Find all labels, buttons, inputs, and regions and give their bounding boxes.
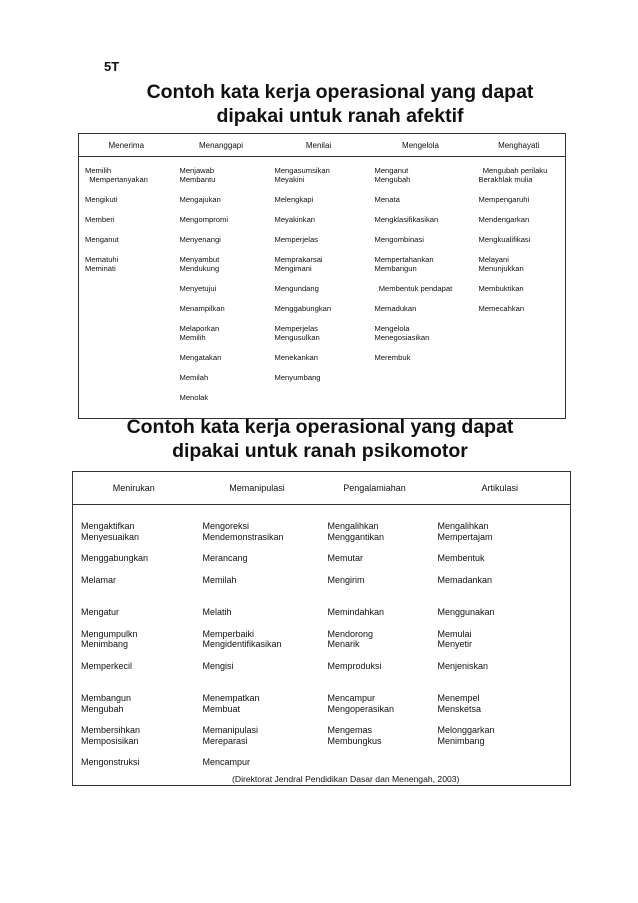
cell-text: Merembuk	[374, 353, 411, 362]
cell-text: Membangun	[374, 264, 417, 273]
list-item	[180, 353, 265, 362]
cell-text: Mengajukan	[179, 195, 221, 204]
list-item	[81, 521, 191, 542]
cell-text: Menyesuaikan	[81, 531, 140, 542]
psikomotor-body-row	[73, 505, 571, 786]
list-item	[375, 235, 469, 244]
cell-text: Menyenangi	[179, 235, 221, 244]
list-item	[85, 215, 170, 224]
list-item	[275, 353, 365, 362]
cell-text: Mengombinasi	[374, 235, 424, 244]
list-item	[275, 324, 365, 342]
afektif-header-2: Menilai	[269, 134, 369, 157]
cell-text: Melayani	[478, 255, 509, 264]
list-item	[180, 324, 265, 342]
psikomotor-column-0	[73, 505, 195, 786]
afektif-column-4	[473, 157, 566, 419]
afektif-header-row	[79, 134, 566, 157]
cell-text: Menjeniskan	[437, 660, 489, 671]
cell-text: Mengalihkan	[327, 521, 379, 531]
cell-text: Menyetir	[437, 639, 473, 649]
list-item	[479, 255, 562, 273]
cell-text: Mengasumsikan	[274, 166, 330, 175]
psikomotor-header-0: Menirukan	[73, 472, 195, 505]
cell-text: Membantu	[179, 175, 216, 184]
cell-text: Memilah	[179, 373, 209, 382]
cell-text: Mengumpulkn	[81, 628, 138, 639]
list-item	[375, 166, 469, 184]
cell-text: Melengkapi	[274, 195, 314, 204]
list-item	[479, 304, 562, 313]
list-item	[275, 284, 365, 293]
list-item	[203, 521, 316, 542]
cell-text: Mengelola	[374, 324, 410, 333]
list-item	[85, 235, 170, 244]
list-item	[81, 661, 191, 672]
list-item	[275, 195, 365, 204]
cell-text: Mempertajam	[437, 531, 493, 542]
cell-text: Menempatkan	[202, 693, 260, 703]
cell-text: Menggunakan	[437, 607, 495, 617]
cell-text: Menganut	[374, 166, 409, 175]
psikomotor-header-2: Pengalamiahan	[320, 472, 430, 505]
title-afektif-line-2: dipakai untuk ranah afektif	[216, 105, 464, 127]
cell-text: Menekankan	[274, 353, 318, 362]
afektif-column-2	[269, 157, 369, 419]
list-item	[180, 166, 265, 184]
cell-text: Mengonstruksi	[81, 757, 140, 767]
cell-text: Mengalihkan	[437, 521, 489, 531]
list-item	[203, 553, 316, 564]
list-item	[438, 661, 567, 672]
cell-text: Mempertahankan	[374, 255, 434, 264]
afektif-header-0: Menerima	[79, 134, 174, 157]
cell-text: Menganut	[85, 235, 119, 244]
list-item	[85, 195, 170, 204]
cell-text: Memilih	[179, 333, 206, 342]
cell-text: Memutar	[327, 553, 364, 563]
cell-text: Membersihkan	[81, 725, 141, 735]
list-item	[275, 373, 365, 382]
afektif-header-3: Mengelola	[369, 134, 473, 157]
list-item	[375, 215, 469, 224]
list-item	[85, 166, 170, 184]
cell-text: Mendengarkan	[478, 215, 530, 224]
list-item	[81, 553, 191, 564]
cell-text: Mengubah	[81, 703, 124, 714]
cell-text: Mengatakan	[179, 353, 222, 362]
cell-text: Memberi	[85, 215, 115, 224]
list-item	[375, 284, 469, 293]
cell-text: Membuktikan	[478, 284, 524, 293]
cell-text: Mencampur	[202, 757, 251, 767]
psikomotor-column-2	[320, 505, 430, 786]
title-afektif	[60, 80, 620, 128]
cell-text: Membuat	[202, 703, 241, 714]
psikomotor-column-3	[430, 505, 571, 786]
list-item	[328, 521, 426, 542]
list-item	[479, 235, 562, 244]
afektif-body-row	[79, 157, 566, 419]
list-item	[275, 166, 365, 184]
cell-text: Mengatur	[81, 607, 120, 617]
list-item	[85, 255, 170, 273]
list-item	[81, 629, 191, 650]
title-psikomotor-line-2: dipakai untuk ranah psikomotor	[172, 440, 468, 462]
cell-text: Mempertanyakan	[85, 175, 148, 184]
cell-text: Mengirim	[327, 574, 365, 585]
cell-text: Menarik	[327, 639, 360, 649]
list-item	[438, 521, 567, 542]
list-item	[328, 607, 426, 618]
psikomotor-column-1	[195, 505, 320, 786]
cell-text: Memulai	[437, 628, 472, 639]
psikomotor-header-3: Artikulasi	[430, 472, 571, 505]
cell-text: Mengoperasikan	[327, 703, 395, 714]
list-item	[375, 324, 469, 342]
cell-text: Memproduksi	[327, 660, 382, 671]
cell-text: Memindahkan	[327, 607, 385, 617]
cell-text: Merancang	[202, 553, 248, 563]
cell-text: Mengaktifkan	[81, 521, 135, 531]
list-item	[479, 195, 562, 204]
cell-text: Memadankan	[437, 574, 493, 585]
cell-text: Berakhlak mulia	[478, 175, 533, 184]
list-item	[479, 284, 562, 293]
page-label: 5T	[104, 59, 120, 74]
list-item	[479, 215, 562, 224]
list-item	[180, 373, 265, 382]
list-item	[180, 304, 265, 313]
cell-text: Menunjukkan	[478, 264, 524, 273]
cell-text: Meyakini	[274, 175, 305, 184]
cell-text: Mengubah	[374, 175, 411, 184]
source-citation: (Direktorat Jendral Pendidikan Dasar dan Menengah, 2003)	[232, 774, 460, 784]
list-item	[81, 693, 191, 714]
list-item	[180, 284, 265, 293]
cell-text: Membangun	[81, 693, 132, 703]
cell-text: Menggantikan	[327, 531, 385, 542]
cell-text: Mempengaruhi	[478, 195, 530, 204]
cell-text: Menyumbang	[274, 373, 321, 382]
cell-text: Membentuk	[437, 553, 485, 563]
cell-text: Menjawab	[179, 166, 215, 175]
cell-text: Mensketsa	[437, 703, 482, 714]
cell-text: Memperkecil	[81, 660, 133, 671]
cell-text: Mereparasi	[202, 735, 248, 746]
list-item	[81, 607, 191, 618]
cell-text: Menolak	[179, 393, 209, 402]
cell-text: Menggabungkan	[81, 553, 149, 563]
cell-text: Membentuk pendapat	[374, 284, 453, 293]
cell-text: Meminati	[85, 264, 116, 273]
cell-text: Melatih	[202, 607, 232, 617]
psikomotor-table	[72, 471, 571, 786]
cell-text: Menimbang	[81, 639, 129, 649]
cell-text: Memprakarsai	[274, 255, 323, 264]
cell-text: Memanipulasi	[202, 725, 259, 735]
list-item	[180, 235, 265, 244]
cell-text: Mendorong	[327, 628, 374, 639]
cell-text: Melonggarkan	[437, 725, 495, 735]
cell-text: Mengoreksi	[202, 521, 250, 531]
list-item	[180, 393, 265, 402]
cell-text: Mengikuti	[85, 195, 118, 204]
cell-text: Melaporkan	[179, 324, 220, 333]
cell-text: Mengemas	[327, 725, 373, 735]
list-item	[375, 353, 469, 362]
list-item	[438, 607, 567, 618]
cell-text: Menggabungkan	[274, 304, 332, 313]
cell-text: Melamar	[81, 574, 117, 585]
cell-text: Mematuhi	[85, 255, 119, 264]
cell-text: Memperjelas	[274, 324, 318, 333]
cell-text: Menempel	[437, 693, 480, 703]
cell-text: Memilih	[85, 166, 112, 175]
cell-text: Memilah	[202, 574, 237, 585]
cell-text: Menyetujui	[179, 284, 217, 293]
cell-text: Memadukan	[374, 304, 417, 313]
list-item	[328, 553, 426, 564]
cell-text: Mengkualifikasi	[478, 235, 531, 244]
afektif-table	[78, 133, 566, 419]
cell-text: Mengimani	[274, 264, 312, 273]
list-item	[438, 553, 567, 564]
cell-text: Memposisikan	[81, 735, 139, 746]
list-item	[375, 255, 469, 273]
list-item	[328, 725, 426, 746]
list-item	[328, 575, 426, 586]
cell-text: Mengundang	[274, 284, 319, 293]
list-item	[275, 215, 365, 224]
list-item	[203, 725, 316, 746]
list-item	[479, 166, 562, 184]
list-item	[81, 575, 191, 586]
cell-text: Mengubah perilaku	[478, 166, 548, 175]
cell-text: Menata	[374, 195, 400, 204]
list-item	[203, 693, 316, 714]
list-item	[203, 575, 316, 586]
cell-text: Menimbang	[437, 735, 485, 746]
afektif-header-4: Menghayati	[473, 134, 566, 157]
psikomotor-header-row	[73, 472, 571, 505]
cell-text: Mencampur	[327, 693, 376, 703]
list-item	[180, 255, 265, 273]
cell-text: Memperjelas	[274, 235, 318, 244]
afektif-column-0	[79, 157, 174, 419]
cell-text: Menegosiasikan	[374, 333, 430, 342]
cell-text: Memecahkan	[478, 304, 525, 313]
cell-text: Mengompromi	[179, 215, 229, 224]
list-item	[203, 661, 316, 672]
list-item	[81, 725, 191, 746]
list-item	[328, 661, 426, 672]
psikomotor-header-1: Memanipulasi	[195, 472, 320, 505]
afektif-column-1	[174, 157, 269, 419]
list-item	[275, 304, 365, 313]
cell-text: Menampilkan	[179, 304, 225, 313]
list-item	[438, 629, 567, 650]
cell-text: Mendukung	[179, 264, 220, 273]
list-item	[375, 304, 469, 313]
cell-text: Menyambut	[179, 255, 220, 264]
afektif-column-3	[369, 157, 473, 419]
cell-text: Membungkus	[327, 735, 382, 746]
cell-text: Mengklasifikasikan	[374, 215, 439, 224]
list-item	[203, 629, 316, 650]
list-item	[203, 757, 316, 768]
list-item	[275, 255, 365, 273]
list-item	[328, 693, 426, 714]
list-item	[203, 607, 316, 618]
list-item	[438, 693, 567, 714]
cell-text: Mengisi	[202, 660, 234, 671]
afektif-header-1: Menanggapi	[174, 134, 269, 157]
list-item	[375, 195, 469, 204]
cell-text: Memperbaiki	[202, 628, 255, 639]
list-item	[81, 757, 191, 768]
list-item	[275, 235, 365, 244]
list-item	[438, 575, 567, 586]
title-afektif-line-1: Contoh kata kerja operasional yang dapat	[146, 81, 534, 103]
title-psikomotor	[30, 415, 610, 463]
list-item	[180, 215, 265, 224]
cell-text: Mengidentifikasikan	[202, 639, 282, 649]
list-item	[180, 195, 265, 204]
cell-text: Meyakinkan	[274, 215, 316, 224]
cell-text: Mengusulkan	[274, 333, 320, 342]
title-psikomotor-line-1: Contoh kata kerja operasional yang dapat	[126, 416, 514, 438]
list-item	[328, 629, 426, 650]
cell-text: Mendemonstrasikan	[202, 531, 284, 542]
list-item	[438, 725, 567, 746]
